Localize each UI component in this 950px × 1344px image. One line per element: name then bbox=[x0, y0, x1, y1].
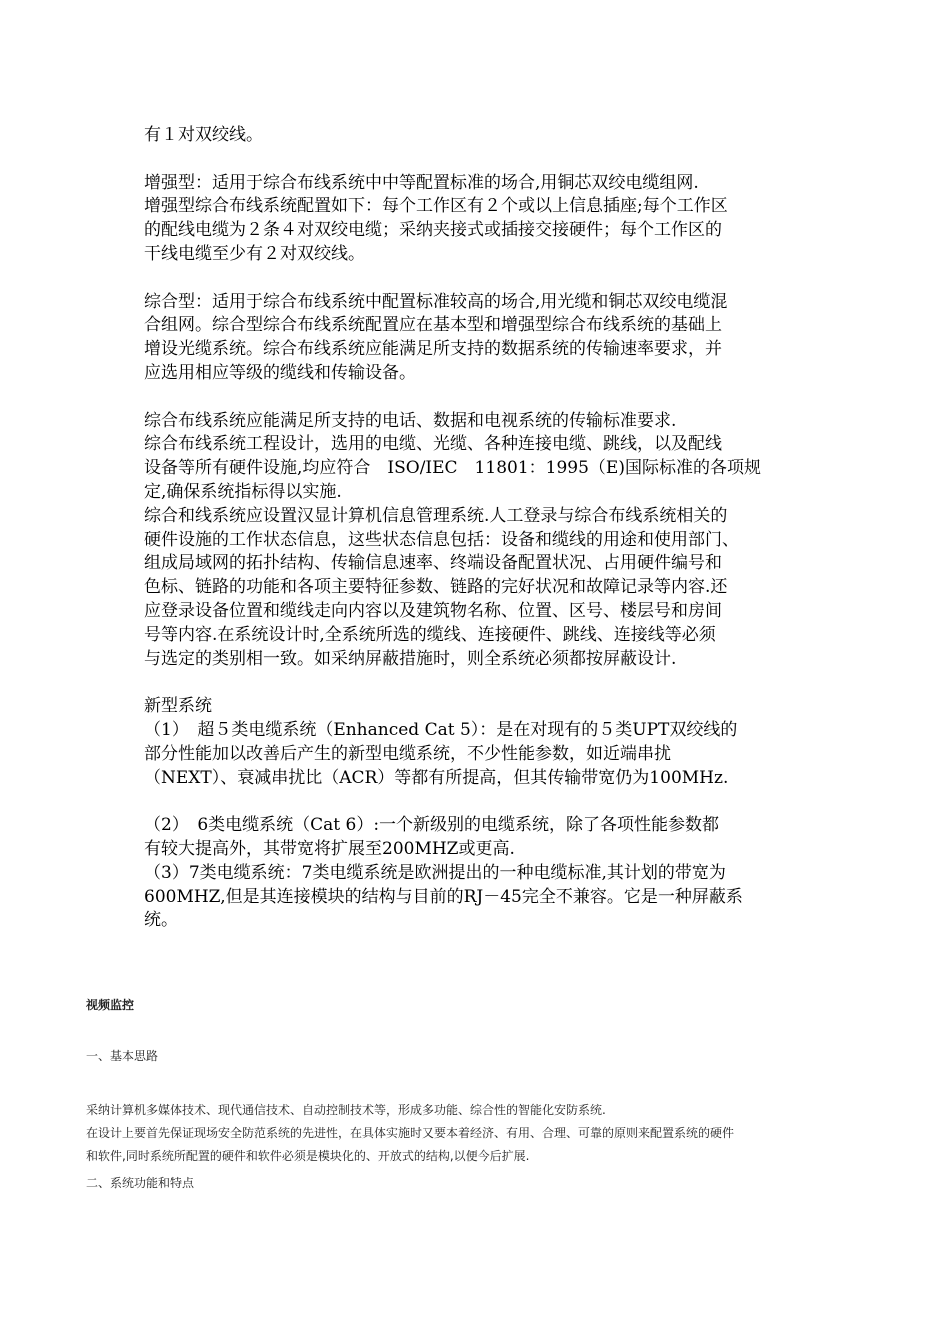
paragraph-1 bbox=[144, 124, 824, 148]
text-line: （3）7类电缆系统：7类电缆系统是欧洲提出的一种电缆标准,其计划的带宽为 bbox=[144, 862, 726, 883]
text-line: 组成局域网的拓扑结构、传输信息速率、终端设备配置状况、占用硬件编号和 bbox=[144, 553, 722, 574]
text-line: 定,确保系统指标得以实施. bbox=[144, 481, 342, 502]
video-paragraph bbox=[86, 1099, 876, 1168]
text-line: 与选定的类别相一致。如采纳屏蔽措施时，则全系统必须都按屏蔽设计. bbox=[144, 648, 677, 669]
paragraph-standards bbox=[144, 410, 824, 672]
text-line: 和软件,同时系统所配置的硬件和软件必须是模块化的、开放式的结构,以便今后扩展. bbox=[86, 1149, 530, 1163]
text-line: 的配线电缆为２条４对双绞电缆；采纳夹接式或插接交接硬件；每个工作区的 bbox=[144, 220, 722, 241]
paragraph-new-systems bbox=[144, 695, 824, 790]
text-line: 综合和线系统应设置汉显计算机信息管理系统.人工登录与综合布线系统相关的 bbox=[144, 505, 728, 526]
paragraph-cat6-cat7 bbox=[144, 814, 824, 933]
text-line: 新型系统 bbox=[144, 696, 212, 717]
text-line: 干线电缆至少有２对双绞线。 bbox=[144, 243, 365, 264]
text-line: 综合布线系统工程设计，选用的电缆、光缆、各种连接电缆、跳线，以及配线 bbox=[144, 434, 722, 455]
text-line: 600MHZ,但是其连接模块的结构与目前的RJ－45完全不兼容。它是一种屏蔽系 bbox=[144, 886, 743, 907]
cabling-text-block bbox=[144, 124, 824, 933]
video-section-title: 视频监控 bbox=[86, 998, 135, 1012]
text-line: 应选用相应等级的缆线和传输设备。 bbox=[144, 362, 416, 383]
text-line: 采纳计算机多媒体技术、现代通信技术、自动控制技术等，形成多功能、综合性的智能化安防系统. bbox=[86, 1103, 606, 1117]
paragraph-enhanced bbox=[144, 172, 824, 267]
video-heading-basic-idea: 一、基本思路 bbox=[86, 1049, 159, 1063]
text-line: 增设光缆系统。综合布线系统应能满足所支持的数据系统的传输速率要求，并 bbox=[144, 339, 722, 360]
text-line: 统。 bbox=[144, 910, 178, 931]
text-line: 硬件设施的工作状态信息，这些状态信息包括：设备和缆线的用途和使用部门、 bbox=[144, 529, 739, 550]
text-line: （2） 6类电缆系统（Cat 6）:一个新级别的电缆系统，除了各项性能参数都 bbox=[144, 815, 720, 836]
text-line: 设备等所有硬件设施,均应符合 ISO/IEC 11801：1995（E)国际标准的各项规 bbox=[144, 458, 761, 479]
text-line: 号等内容.在系统设计时,全系统所选的缆线、连接硬件、跳线、连接线等必须 bbox=[144, 624, 716, 645]
paragraph-comprehensive bbox=[144, 291, 824, 386]
text-line: （NEXT）、衰减串扰比（ACR）等都有所提高，但其传输带宽仍为100MHz. bbox=[144, 767, 729, 788]
text-line: 应登录设备位置和缆线走向内容以及建筑物名称、位置、区号、楼层号和房间 bbox=[144, 600, 722, 621]
text-line: 综合布线系统应能满足所支持的电话、数据和电视系统的传输标准要求. bbox=[144, 410, 677, 431]
text-line: 合组网。综合型综合布线系统配置应在基本型和增强型综合布线系统的基础上 bbox=[144, 315, 722, 336]
video-heading-functions: 二、系统功能和特点 bbox=[86, 1176, 195, 1190]
text-line: 有较大提高外，其带宽将扩展至200MHZ或更高. bbox=[144, 838, 515, 859]
text-line: 增强型：适用于综合布线系统中中等配置标准的场合,用铜芯双绞电缆组网. bbox=[144, 172, 699, 193]
text-line: 部分性能加以改善后产生的新型电缆系统，不少性能参数，如近端串扰 bbox=[144, 743, 671, 764]
text-line: 色标、链路的功能和各项主要特征参数、链路的完好状况和故障记录等内容.还 bbox=[144, 577, 728, 598]
text-line: （1） 超５类电缆系统（Enhanced Cat 5）：是在对现有的５类UPT双绞线的 bbox=[144, 719, 738, 740]
text-line: 增强型综合布线系统配置如下：每个工作区有２个或以上信息插座;每个工作区 bbox=[144, 196, 728, 217]
text-line: 有１对双绞线。 bbox=[144, 125, 263, 145]
text-line: 综合型：适用于综合布线系统中配置标准较高的场合,用光缆和铜芯双绞电缆混 bbox=[144, 291, 728, 312]
text-line: 在设计上要首先保证现场安全防范系统的先进性，在具体实施时又要本着经济、有用、合理、可靠的原则来配置系统的硬件 bbox=[86, 1126, 735, 1140]
